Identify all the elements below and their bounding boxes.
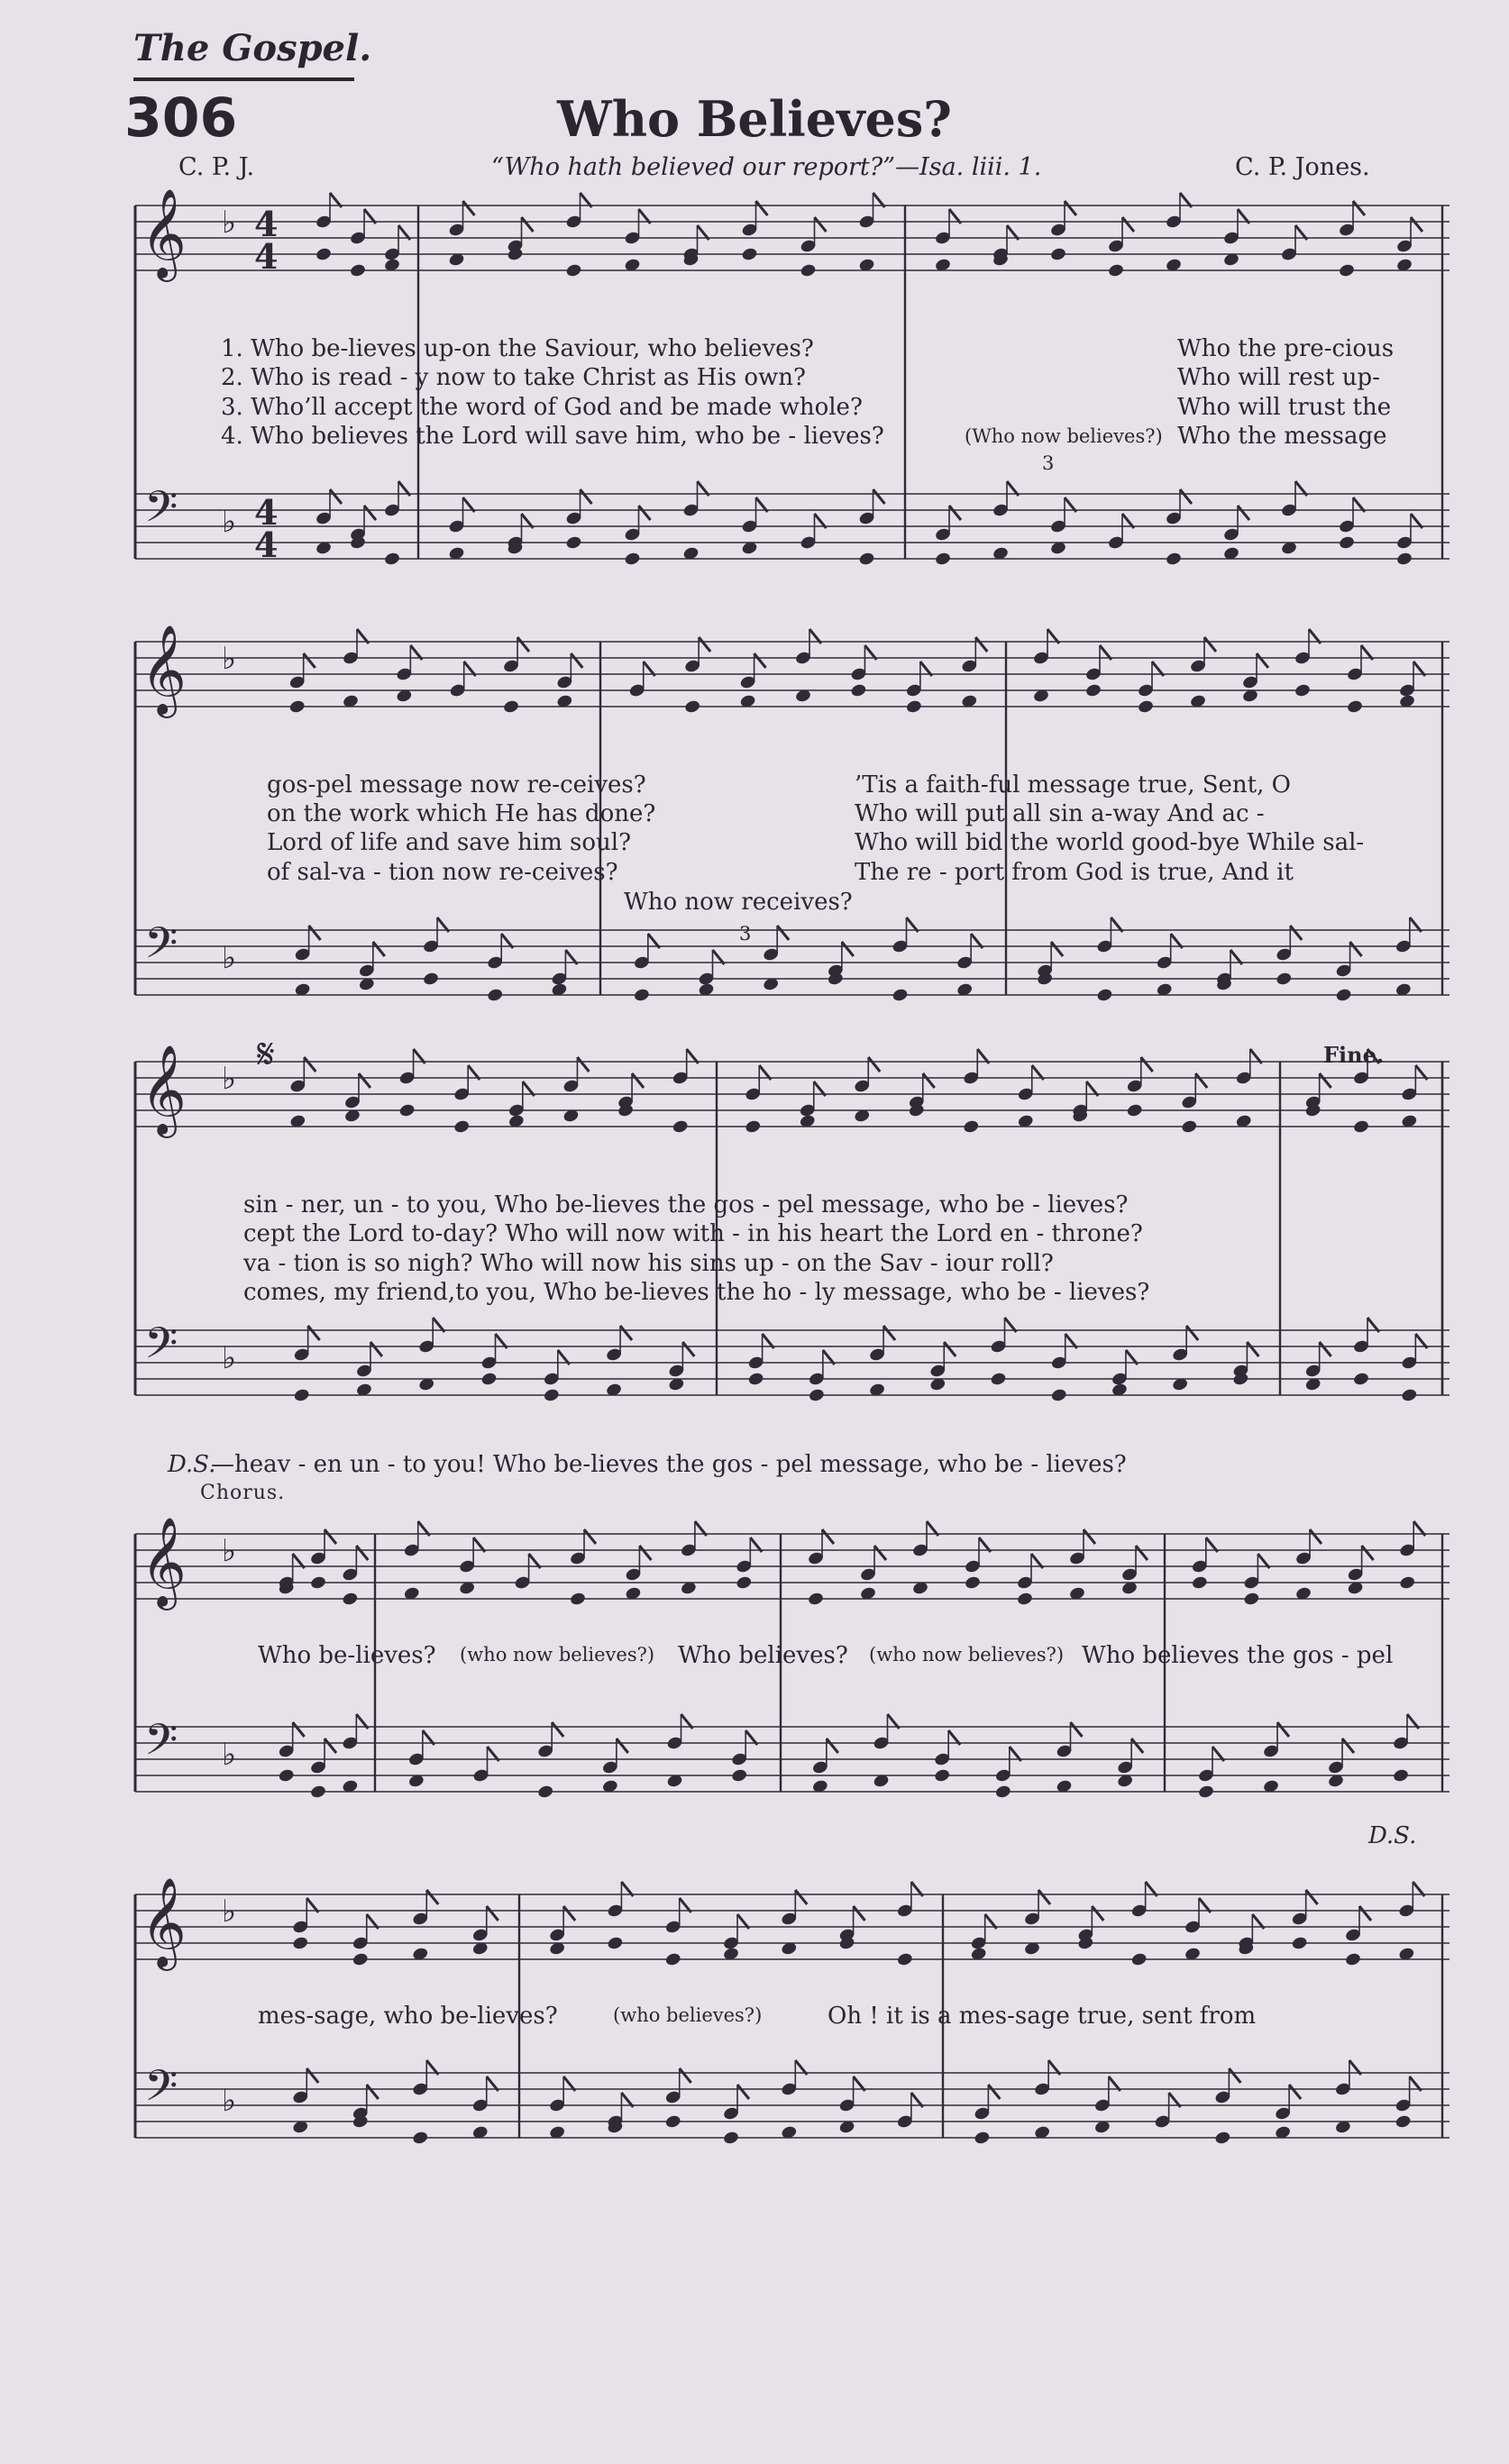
- note-flag: [1038, 1890, 1050, 1904]
- note-flag: [923, 1073, 935, 1088]
- bass-clef-icon: 𝄢: [144, 917, 178, 979]
- note-flag: [1180, 489, 1192, 504]
- verse-line: of sal-va - tion now re-ceives?: [267, 859, 618, 886]
- note-head: [1352, 1372, 1369, 1387]
- note-head: [565, 535, 582, 551]
- flat-icon: ♭: [222, 1340, 237, 1376]
- note-head: [963, 1119, 980, 1135]
- hymn-number: 306: [124, 87, 238, 150]
- note-flag: [639, 1546, 651, 1560]
- flat-icon: ♭: [222, 940, 237, 976]
- note-head: [1016, 1592, 1033, 1607]
- note-flag: [822, 1529, 834, 1544]
- note-flag: [874, 1546, 886, 1560]
- fine-marker: Fine.: [1323, 1042, 1385, 1068]
- note-flag: [1247, 1342, 1258, 1356]
- note-flag: [883, 1326, 895, 1340]
- time-signature: 4: [254, 204, 279, 244]
- note-head: [624, 552, 641, 567]
- note-head: [1395, 552, 1413, 567]
- chorus-lyric: Who believes?: [678, 1642, 848, 1669]
- chorus-lyric: Who be-lieves?: [258, 1642, 436, 1669]
- note-flag: [1238, 506, 1249, 520]
- note-flag: [1310, 1529, 1322, 1544]
- note-flag: [370, 1342, 382, 1356]
- note-head: [480, 1372, 498, 1387]
- note-head: [422, 972, 439, 987]
- note-head: [800, 263, 817, 278]
- note-head: [543, 1388, 560, 1403]
- note-flag: [325, 1738, 336, 1753]
- note-flag: [815, 217, 827, 232]
- note-head: [349, 263, 366, 278]
- bass-clef-icon: 𝄢: [144, 481, 178, 543]
- note-head: [1137, 699, 1154, 715]
- note-flag: [988, 2085, 1000, 2099]
- verse-line-end: Who will put all sin a-way And ac -: [855, 800, 1265, 827]
- note-flag: [854, 1906, 865, 1921]
- note-flag: [699, 637, 710, 652]
- hymn-title: Who Believes?: [557, 90, 952, 148]
- treble-clef-icon: 𝄞: [141, 1877, 187, 1967]
- note-head: [1243, 1592, 1260, 1607]
- note-flag: [1359, 1906, 1371, 1921]
- music-credit: C. P. Jones.: [1235, 153, 1370, 181]
- note-flag: [1131, 1738, 1143, 1753]
- note-flag: [1277, 1722, 1289, 1737]
- treble-clef-icon: 𝄞: [141, 1045, 187, 1135]
- note-flag: [949, 506, 961, 520]
- note-head: [1084, 683, 1102, 698]
- note-head: [1165, 552, 1182, 567]
- chorus-echo: (who now believes?): [460, 1644, 655, 1665]
- chorus-lyric: mes-sage, who be-lieves?: [258, 2003, 558, 2030]
- verse-line: sin - ner, un - to you, Who be-lieves the gos - pel message, who be - lieves?: [243, 1191, 1129, 1218]
- note-head: [858, 552, 875, 567]
- note-head: [747, 1372, 764, 1387]
- note-head: [1352, 1119, 1369, 1135]
- note-flag: [777, 926, 789, 940]
- note-flag: [330, 489, 342, 504]
- verse-line-end: Who will rest up-: [1177, 364, 1380, 391]
- note-flag: [1362, 1546, 1374, 1560]
- note-flag: [1071, 1722, 1083, 1737]
- note-flag: [1195, 1073, 1207, 1088]
- note-head: [1291, 1936, 1308, 1951]
- note-flag: [1065, 201, 1076, 215]
- triplet-mark: 3: [1042, 452, 1055, 474]
- note-head: [684, 699, 701, 715]
- echo-text: (Who now believes?): [965, 425, 1163, 447]
- verse-line: on the work which He has done?: [267, 800, 656, 827]
- note-head: [1392, 1768, 1409, 1784]
- flat-icon: ♭: [222, 1061, 237, 1097]
- echo-text: Who now receives?: [624, 889, 853, 916]
- note-head: [309, 1784, 326, 1800]
- note-head: [487, 988, 504, 1003]
- ds-marker: D.S.: [1368, 1822, 1417, 1849]
- verse-line: va - tion is so nigh? Who will now his sins up - on the Sav - iour roll?: [243, 1250, 1054, 1277]
- chorus-lyric: Oh ! it is a mes-sage true, sent from: [828, 2003, 1257, 2030]
- note-head: [1335, 988, 1352, 1003]
- chorus-echo: (who now believes?): [869, 1644, 1065, 1665]
- flat-icon: ♭: [222, 1894, 237, 1930]
- note-head: [1395, 2114, 1412, 2130]
- treble-clef-icon: 𝄞: [141, 188, 187, 278]
- verse-line: gos-pel message now re-ceives?: [267, 771, 646, 799]
- note-flag: [1051, 942, 1063, 956]
- note-flag: [308, 1326, 320, 1340]
- time-signature: 4: [254, 525, 279, 565]
- note-flag: [1290, 926, 1302, 940]
- note-head: [352, 1952, 369, 1967]
- note-flag: [552, 1722, 563, 1737]
- note-flag: [842, 942, 854, 956]
- note-head: [1276, 972, 1293, 987]
- note-flag: [873, 489, 885, 504]
- note-head: [1049, 247, 1066, 262]
- note-head: [1181, 1119, 1198, 1135]
- note-head: [398, 1103, 416, 1118]
- note-head: [292, 1936, 309, 1951]
- note-flag: [584, 1529, 596, 1544]
- note-head: [672, 1119, 689, 1135]
- note-head: [569, 1592, 586, 1607]
- note-head: [1191, 1575, 1208, 1591]
- note-flag: [795, 1890, 807, 1904]
- note-head: [934, 1768, 951, 1784]
- note-head: [1401, 1388, 1418, 1403]
- scripture-reference: “Who hath believed our report?”—Isa. liii. 1.: [491, 153, 1042, 181]
- note-flag: [325, 1529, 336, 1544]
- verse-line-end: Who will bid the world good-bye While sal-: [855, 829, 1365, 856]
- note-head: [664, 1952, 681, 1967]
- bass-clef-icon: 𝄢: [144, 2060, 178, 2122]
- note-head: [850, 683, 867, 698]
- chorus-lyric: Who believes the gos - pel: [1082, 1642, 1394, 1669]
- note-head: [1096, 988, 1113, 1003]
- flat-icon: ♭: [222, 641, 237, 677]
- note-flag: [1289, 2085, 1301, 2099]
- note-flag: [868, 1057, 880, 1072]
- time-signature: 4: [254, 236, 279, 277]
- note-flag: [1411, 217, 1422, 232]
- note-head: [537, 1784, 554, 1800]
- note-head: [741, 247, 758, 262]
- verse-line-end: Who the pre-cious: [1177, 335, 1395, 362]
- chorus-echo: (who believes?): [613, 2004, 763, 2026]
- treble-clef-icon: 𝄞: [141, 1517, 187, 1607]
- note-head: [309, 1575, 326, 1591]
- note-flag: [364, 506, 376, 520]
- note-head: [736, 1575, 753, 1591]
- note-flag: [356, 1546, 368, 1560]
- note-head: [1344, 1952, 1361, 1967]
- verse-line: 3. Who’ll accept the word of God and be made whole?: [221, 394, 863, 421]
- note-flag: [571, 653, 582, 668]
- note-flag: [975, 637, 987, 652]
- note-head: [288, 699, 306, 715]
- note-flag: [359, 1073, 370, 1088]
- note-flag: [304, 653, 316, 668]
- note-flag: [1320, 1342, 1331, 1356]
- note-flag: [1342, 1738, 1354, 1753]
- bass-clef-icon: 𝄢: [144, 1318, 178, 1379]
- note-flag: [737, 2085, 749, 2099]
- note-head: [1338, 263, 1355, 278]
- ds-lyric-line: —heav - en un - to you! Who be-lieves the gos - pel message, who be - lieves?: [211, 1451, 1127, 1478]
- note-flag: [487, 1906, 498, 1921]
- treble-clef-icon: 𝄞: [141, 625, 187, 715]
- section-heading: The Gospel.: [133, 27, 372, 69]
- note-flag: [1257, 653, 1268, 668]
- note-flag: [754, 653, 766, 668]
- note-flag: [581, 489, 592, 504]
- note-head: [1130, 1952, 1148, 1967]
- note-head: [1050, 1388, 1067, 1403]
- flat-icon: ♭: [222, 504, 237, 540]
- note-head: [1338, 535, 1355, 551]
- triplet-mark: 3: [739, 923, 752, 945]
- note-head: [1294, 683, 1311, 698]
- segno-sign: 𝄋: [257, 1029, 275, 1078]
- note-flag: [517, 637, 529, 652]
- note-flag: [1350, 942, 1362, 956]
- note-head: [896, 1952, 913, 1967]
- note-head: [342, 1592, 359, 1607]
- note-head: [722, 2131, 739, 2146]
- flat-icon: ♭: [222, 205, 237, 241]
- note-flag: [1306, 1890, 1318, 1904]
- chorus-label: Chorus.: [200, 1482, 286, 1504]
- note-head: [1214, 2131, 1231, 2146]
- note-flag: [1204, 637, 1216, 652]
- ds-marker: D.S.: [168, 1451, 216, 1478]
- note-head: [731, 1768, 748, 1784]
- verse-line-end: Who will trust the: [1177, 394, 1392, 421]
- note-head: [808, 1388, 825, 1403]
- note-flag: [620, 1326, 632, 1340]
- note-flag: [1141, 1057, 1153, 1072]
- note-flag: [293, 1722, 305, 1737]
- note-flag: [426, 1890, 438, 1904]
- flat-icon: ♭: [222, 1737, 237, 1773]
- note-flag: [1353, 201, 1365, 215]
- note-head: [974, 2131, 991, 2146]
- note-head: [934, 552, 951, 567]
- note-head: [807, 1592, 824, 1607]
- words-credit: C. P. J.: [178, 153, 255, 181]
- note-head: [1399, 1575, 1416, 1591]
- note-head: [745, 1119, 762, 1135]
- note-flag: [1122, 217, 1134, 232]
- note-head: [633, 988, 650, 1003]
- note-head: [315, 247, 332, 262]
- note-flag: [522, 217, 534, 232]
- note-head: [1346, 699, 1363, 715]
- time-signature: 4: [254, 492, 279, 533]
- verse-line: 4. Who believes the Lord will save him, who be - lieves?: [221, 423, 884, 450]
- note-head: [453, 1119, 471, 1135]
- note-head: [278, 1768, 295, 1784]
- verse-line-end: Who the message: [1177, 423, 1387, 450]
- note-flag: [680, 2068, 691, 2083]
- note-flag: [1229, 2068, 1240, 2083]
- note-head: [905, 699, 922, 715]
- note-head: [383, 552, 400, 567]
- verse-line: comes, my friend,to you, Who be-lieves the ho - ly message, who be - lieves?: [243, 1279, 1150, 1306]
- note-flag: [306, 2068, 318, 2083]
- note-head: [892, 988, 909, 1003]
- note-head: [1107, 263, 1124, 278]
- note-flag: [1084, 1529, 1095, 1544]
- verse-line-end: ’Tis a faith-ful message true, Sent, O: [855, 771, 1291, 799]
- note-flag: [367, 2085, 379, 2099]
- note-head: [1126, 1103, 1143, 1118]
- bass-clef-icon: 𝄢: [144, 1714, 178, 1775]
- note-flag: [304, 1057, 316, 1072]
- note-flag: [1320, 1073, 1331, 1088]
- verse-line: 2. Who is read - y now to take Christ as His own?: [221, 364, 806, 391]
- note-flag: [756, 201, 768, 215]
- verse-line-end: The re - port from God is true, And it: [855, 859, 1294, 886]
- note-head: [502, 699, 519, 715]
- note-flag: [617, 1738, 628, 1753]
- note-head: [964, 1575, 981, 1591]
- note-flag: [563, 1906, 575, 1921]
- note-head: [994, 1784, 1011, 1800]
- note-flag: [309, 926, 321, 940]
- note-head: [607, 1936, 624, 1951]
- note-flag: [639, 506, 651, 520]
- verse-line: Lord of life and save him soul?: [267, 829, 632, 856]
- note-flag: [682, 1342, 694, 1356]
- verse-line: cept the Lord to-day? Who will now with - in his heart the Lord en - throne?: [243, 1220, 1143, 1247]
- note-flag: [827, 1738, 838, 1753]
- note-head: [293, 1388, 310, 1403]
- note-head: [664, 2114, 681, 2130]
- note-flag: [1092, 1906, 1103, 1921]
- note-head: [990, 1372, 1007, 1387]
- flat-icon: ♭: [222, 2083, 237, 2119]
- note-flag: [632, 1073, 644, 1088]
- note-flag: [1186, 1326, 1198, 1340]
- note-head: [412, 2131, 429, 2146]
- verse-line: 1. Who be-lieves up-on the Saviour, who believes?: [221, 335, 814, 362]
- note-flag: [577, 1057, 589, 1072]
- note-flag: [373, 942, 385, 956]
- note-flag: [1136, 1546, 1148, 1560]
- flat-icon: ♭: [222, 1533, 237, 1569]
- note-head: [1197, 1784, 1214, 1800]
- note-flag: [463, 201, 475, 215]
- note-flag: [944, 1342, 956, 1356]
- note-head: [565, 263, 582, 278]
